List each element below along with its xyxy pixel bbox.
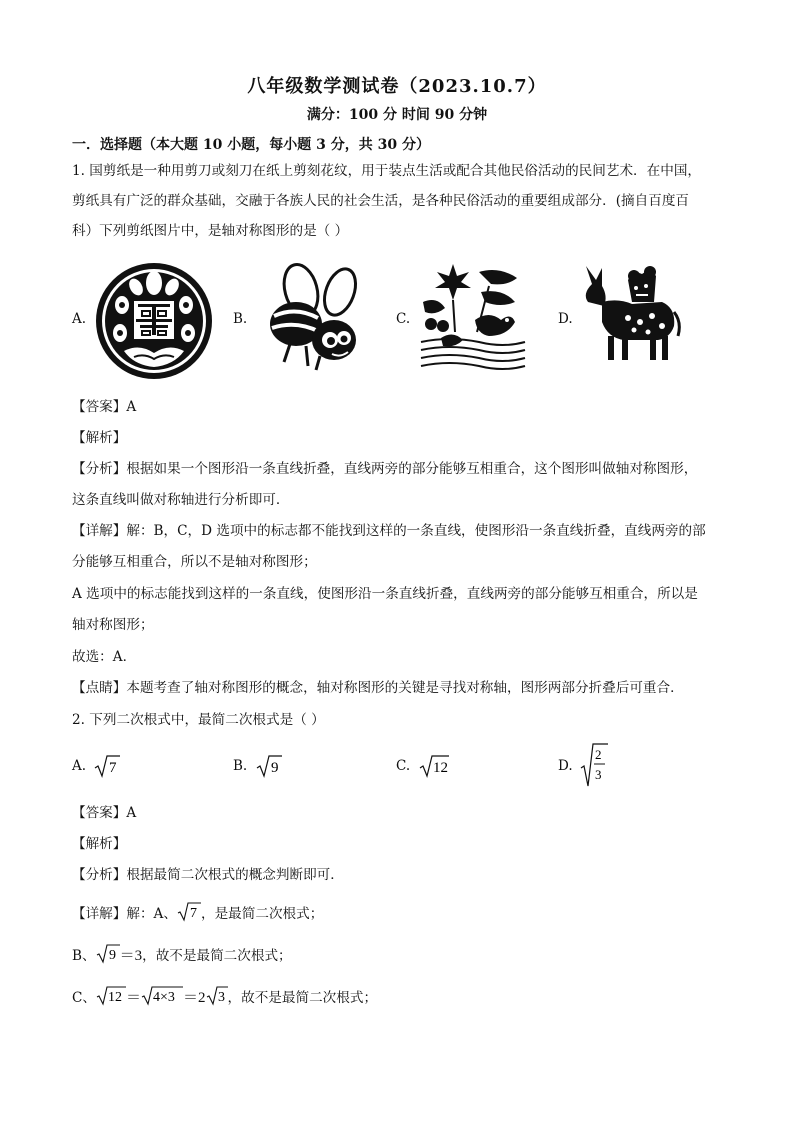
sqrt-7-radicand: 7 (109, 760, 117, 776)
q1-option-c-label: C. (396, 311, 411, 327)
q2-detail-sqrt-12-radicand: 12 (108, 990, 122, 1005)
q2-detail-a-prefix: 【详解】解：A、 (72, 906, 177, 922)
q2-detail-sqrt-4x3 (141, 986, 183, 1006)
q1-analysis-heading: 【解析】 (72, 430, 127, 446)
q2-detail-sqrt-7 (177, 902, 201, 922)
q2-detail-c-suffix: ，故不是最简二次根式； (227, 990, 378, 1006)
q1-stem-line3: 科）下列剪纸图片中，是轴对称图形的是（ ） (72, 223, 349, 239)
q2-fenxi: 【分析】根据最简二次根式的概念判断即可． (72, 867, 344, 883)
page-title: 八年级数学测试卷（2023.10.7） (247, 76, 547, 97)
q2-detail-b (72, 944, 728, 965)
q1-detail-line4: 轴对称图形； (72, 617, 154, 633)
exam-info: 满分：100 分 时间 90 分钟 (306, 107, 488, 123)
fraction-numerator: 2 (595, 747, 602, 762)
q2-detail-sqrt-3-radicand: 3 (217, 990, 225, 1005)
bee-image (256, 262, 368, 374)
q1-stem-line1: 1. 国剪纸是一种用剪刀或刻刀在纸上剪刻花纹，用于装点生活或配合其他民俗活动的民间艺术．在中国， (72, 163, 702, 179)
section-heading: 一．选择题（本大题 10 小题，每小题 3 分，共 30 分） (72, 137, 430, 153)
q2-option-c-label: C. (396, 758, 411, 774)
donkey-rider-papercut-image (578, 262, 682, 366)
q1-detail-line3: A 选项中的标志能找到这样的一条直线，使图形沿一条直线折叠，直线两旁的部分能够互相重合，所以是 (72, 586, 698, 602)
q2-option-a-label: A. (72, 758, 87, 774)
q2-detail-sqrt-9 (96, 944, 120, 964)
lotus-duck-papercut-image (419, 262, 527, 374)
q1-option-b-label: B. (233, 311, 248, 327)
q2-detail-sqrt-7-radicand: 7 (189, 906, 197, 921)
q2-answer: 【答案】A (72, 805, 137, 821)
q2-detail-sqrt-3 (206, 986, 228, 1006)
q2-detail-sqrt-4x3-radicand: 4×3 (153, 990, 175, 1005)
papercut-circle-image (94, 261, 214, 381)
q1-answer: 【答案】A (72, 399, 137, 415)
q1-fenxi-line2: 这条直线叫做对称轴进行分析即可． (72, 492, 290, 508)
q2-detail-c-prefix: C、 (72, 990, 96, 1006)
fraction-denominator: 3 (595, 767, 602, 782)
q2-option-d-label: D. (558, 758, 573, 774)
q2-detail-c-equals-2: ＝2 (183, 990, 206, 1006)
q1-detail-line2: 分能够互相重合，所以不是轴对称图形； (72, 554, 317, 570)
q2-detail-sqrt-12 (96, 986, 126, 1006)
sqrt-12-radicand: 12 (433, 760, 448, 776)
q2-detail-b-prefix: B、 (72, 948, 96, 964)
q2-detail-a-suffix: ，是最简二次根式； (200, 906, 324, 922)
q1-detail-line1: 【详解】解：B，C，D 选项中的标志都不能找到这样的一条直线，使图形沿一条直线折叠，直线两旁的部 (72, 523, 706, 539)
q2-detail-sqrt-9-radicand: 9 (108, 948, 116, 963)
q2-detail-b-equals: ＝3 (119, 948, 143, 964)
q2-analysis-heading: 【解析】 (72, 836, 127, 852)
sqrt-7-expression (94, 754, 120, 778)
q1-stem-line2: 剪纸具有广泛的群众基础，交融于各族人民的社会生活，是各种民俗活动的重要组成部分．(摘自百度百 (72, 193, 690, 209)
sqrt-9-expression (256, 754, 282, 778)
q2-detail-c (72, 986, 728, 1007)
q2-detail-b-suffix: ，故不是最简二次根式； (142, 948, 292, 964)
q1-option-a-label: A. (72, 311, 87, 327)
q1-fenxi-line1: 【分析】根据如果一个图形沿一条直线折叠，直线两旁的部分能够互相重合，这个图形叫做轴对称图形， (72, 461, 698, 477)
q1-comment: 【点睛】本题考查了轴对称图形的概念，轴对称图形的关键是寻找对称轴，图形两部分折叠后可重合． (72, 680, 684, 696)
q2-detail-a (72, 902, 728, 923)
q2-stem: 2. 下列二次根式中，最简二次根式是（ ） (72, 712, 325, 728)
q1-option-d-label: D. (558, 311, 573, 327)
q1-choice: 故选：A． (72, 649, 137, 665)
q2-option-b-label: B. (233, 758, 248, 774)
q2-detail-c-equals-1: ＝ (126, 990, 142, 1006)
sqrt-12-expression (419, 754, 449, 778)
sqrt-two-thirds-expression (580, 742, 608, 788)
sqrt-9-radicand: 9 (271, 760, 279, 776)
